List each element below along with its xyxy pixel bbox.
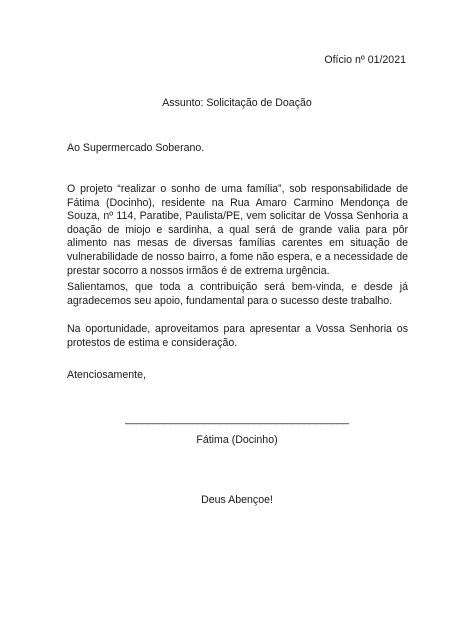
document-reference: Ofício nº 01/2021 [324, 54, 406, 66]
body-paragraph-request: O projeto “realizar o sonho de uma família”, sob responsabilidade de Fátima (Docinho), residente na Rua Amaro Carmino Mendonça de Souza, nº 114, Paratibe, Paulista/PE, vem solicitar de Vossa Senhoria a doação de miojo e sardinha, a qual será de grande valia para pôr alimento nas mesas de diversas famílias carentes em situação de vulnerabilidade de nosso bairro, a fome não espera, e a necessidade de prestar socorro a nossos irmãos é de extrema urgência. [67, 183, 408, 277]
recipient-line: Ao Supermercado Soberano. [67, 142, 205, 154]
body-paragraph-thanks: Salientamos, que toda a contribuição será bem-vinda, e desde já agradecemos seu apoio, fundamental para o sucesso deste trabalho. [67, 281, 408, 307]
closing-salutation: Atenciosamente, [67, 369, 146, 381]
blessing-text: Deus Abençoe! [201, 494, 273, 506]
signature-name: Fátima (Docinho) [196, 434, 278, 446]
body-paragraph-regards: Na oportunidade, aproveitamos para apresentar a Vossa Senhoria os protestos de estima e consideração. [67, 323, 408, 349]
document-subject: Assunto: Solicitação de Doação [162, 97, 312, 109]
signature-line: ________________________________________ [125, 413, 349, 425]
